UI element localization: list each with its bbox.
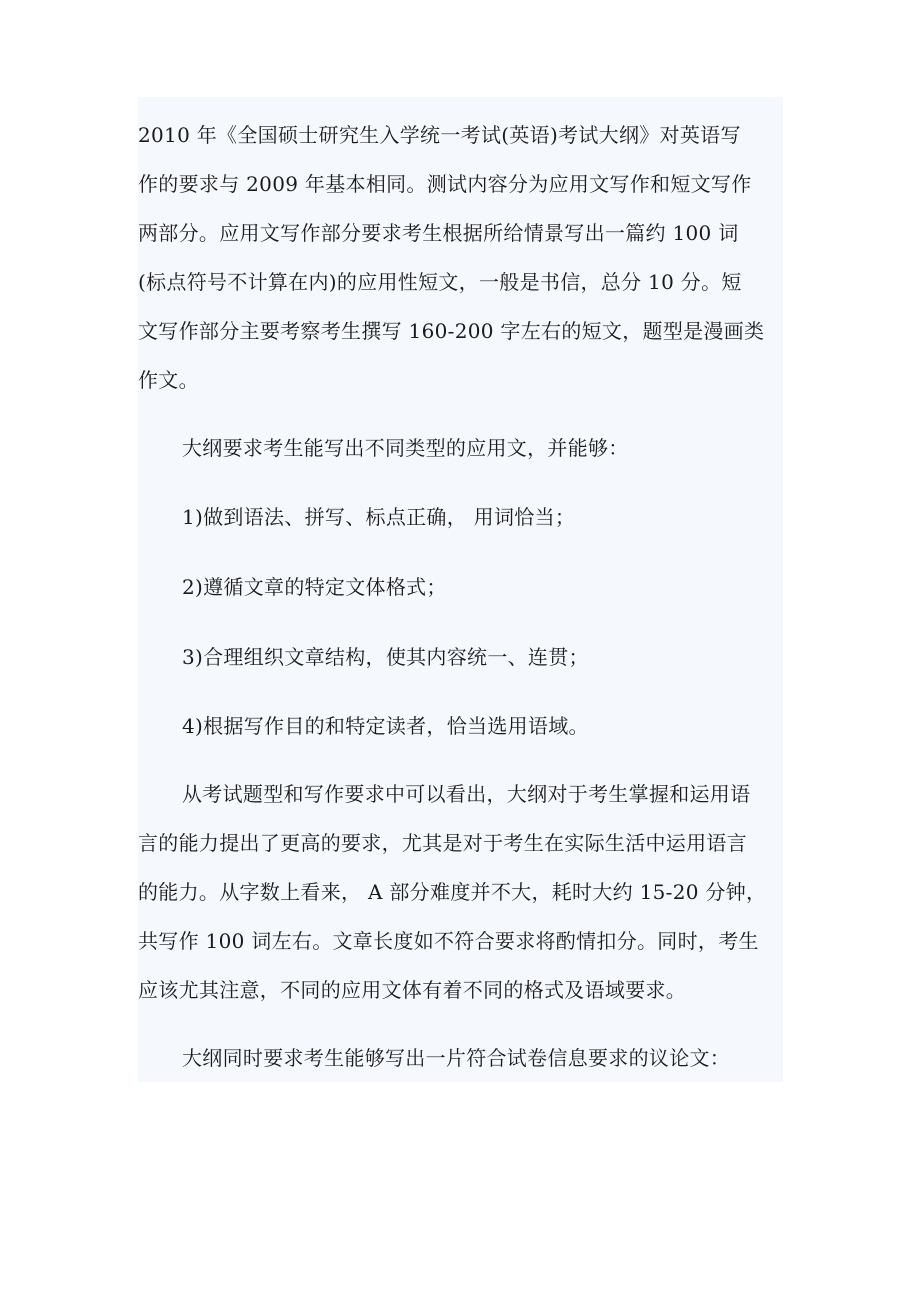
text-line: 作文。 [138, 368, 199, 392]
requirement-item [138, 493, 827, 542]
text-line: 4)根据写作目的和特定读者，恰当选用语域。 [182, 714, 589, 738]
text-line: 作的要求与 2009 年基本相同。测试内容分为应用文写作和短文写作 [138, 172, 752, 196]
text-line: 大纲同时要求考生能够写出一片符合试卷信息要求的议论文： [182, 1046, 731, 1070]
text-line: 言的能力提出了更高的要求，尤其是对于考生在实际生活中运用语言 [138, 831, 747, 855]
text-line: 从考试题型和写作要求中可以看出，大纲对于考生掌握和运用语 [182, 782, 751, 806]
text-line: 应该尤其注意，不同的应用文体有着不同的格式及语域要求。 [138, 978, 687, 1002]
text-line: 2)遵循文章的特定文体格式； [182, 575, 447, 599]
text-line: 的能力。从字数上看来， A 部分难度并不大，耗时大约 15-20 分钟， [138, 880, 767, 904]
text-line: (标点符号不计算在内)的应用性短文，一般是书信，总分 10 分。短 [138, 270, 742, 294]
document-page [138, 97, 783, 1082]
text-line: 3)合理组织文章结构，使其内容统一、连贯； [182, 645, 589, 669]
text-line: 1)做到语法、拼写、标点正确， 用词恰当； [182, 505, 576, 529]
text-line: 文写作部分主要考察考生撰写 160-200 字左右的短文，题型是漫画类 [138, 319, 765, 343]
paragraph-exam-overview [138, 111, 783, 405]
paragraph-syllabus-requirement [138, 424, 827, 473]
paragraph-essay-requirement [138, 1034, 827, 1083]
requirement-item [138, 702, 827, 751]
text-line: 两部分。应用文写作部分要求考生根据所给情景写出一篇约 100 词 [138, 221, 739, 245]
text-line: 2010 年《全国硕士研究生入学统一考试(英语)考试大纲》对英语写 [138, 123, 741, 147]
requirement-item [138, 633, 827, 682]
text-line: 共写作 100 词左右。文章长度如不符合要求将酌情扣分。同时，考生 [138, 929, 759, 953]
requirement-item [138, 563, 827, 612]
paragraph-analysis [138, 770, 783, 1015]
text-line: 大纲要求考生能写出不同类型的应用文，并能够： [182, 436, 629, 460]
